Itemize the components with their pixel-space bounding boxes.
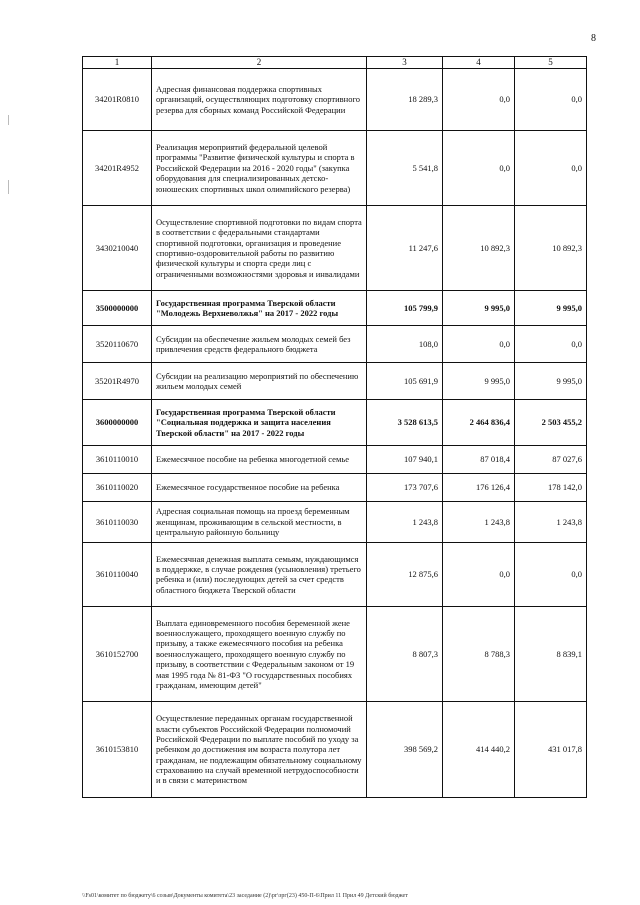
table-row [83, 399, 587, 445]
amount-col3-cell: 398 569,2 [367, 701, 443, 797]
amount-col3-cell: 8 807,3 [367, 606, 443, 701]
budget-code-cell: 3610152700 [83, 606, 152, 701]
table-row [83, 68, 587, 130]
margin-mark [8, 180, 9, 194]
page-number: 8 [591, 33, 596, 44]
margin-mark [8, 115, 9, 125]
column-header: 2 [152, 57, 367, 69]
budget-table [82, 56, 587, 798]
budget-code-cell: 3520110670 [83, 325, 152, 362]
column-header: 3 [367, 57, 443, 69]
budget-code-cell: 3610153810 [83, 701, 152, 797]
amount-col5-cell: 431 017,8 [515, 701, 587, 797]
table-row [83, 701, 587, 797]
table-row [83, 290, 587, 325]
amount-col5-cell: 0,0 [515, 130, 587, 205]
amount-col4-cell: 0,0 [443, 68, 515, 130]
amount-col5-cell: 8 839,1 [515, 606, 587, 701]
amount-col5-cell: 0,0 [515, 542, 587, 606]
table-row [83, 205, 587, 290]
description-cell: Государственная программа Тверской области "Молодежь Верхневолжья" на 2017 - 2022 годы [152, 290, 367, 325]
amount-col4-cell: 8 788,3 [443, 606, 515, 701]
amount-col3-cell: 107 940,1 [367, 445, 443, 473]
description-cell: Ежемесячная денежная выплата семьям, нуждающимся в поддержке, в случае рождения (усыновления) третьего ребенка и (или) последующих детей за счет средств областного бюджета Тверской области [152, 542, 367, 606]
footer-file-path: \\Fs01\комитет по бюджету\6 созыв\Документы комитета\23 заседание (2)\рг\зрг(23) 450-П-6\Прил 11 Прил 49 Детский бюджет [82, 893, 408, 899]
description-cell: Выплата единовременного пособия беременной жене военнослужащего, проходящего военную службу по призыву, а также ежемесячного пособия на ребенка военнослужащего, проходящего военную службу по призыву, в соответствии с Федеральным законом от 19 мая 1995 года № 81-ФЗ "О государственных пособиях гражданам, имеющим детей" [152, 606, 367, 701]
amount-col3-cell: 173 707,6 [367, 473, 443, 501]
amount-col3-cell: 1 243,8 [367, 501, 443, 542]
budget-code-cell: 3430210040 [83, 205, 152, 290]
amount-col4-cell: 10 892,3 [443, 205, 515, 290]
amount-col4-cell: 9 995,0 [443, 290, 515, 325]
amount-col3-cell: 108,0 [367, 325, 443, 362]
amount-col4-cell: 2 464 836,4 [443, 399, 515, 445]
column-header: 5 [515, 57, 587, 69]
budget-code-cell: 34201R4952 [83, 130, 152, 205]
budget-code-cell: 3610110030 [83, 501, 152, 542]
amount-col5-cell: 87 027,6 [515, 445, 587, 473]
description-cell: Ежемесячное государственное пособие на ребенка [152, 473, 367, 501]
amount-col3-cell: 11 247,6 [367, 205, 443, 290]
budget-code-cell: 34201R0810 [83, 68, 152, 130]
table-row [83, 501, 587, 542]
amount-col5-cell: 1 243,8 [515, 501, 587, 542]
description-cell: Государственная программа Тверской области "Социальная поддержка и защита населения Тверской области" на 2017 - 2022 годы [152, 399, 367, 445]
amount-col3-cell: 3 528 613,5 [367, 399, 443, 445]
description-cell: Осуществление спортивной подготовки по видам спорта в соответствии с федеральными стандартами спортивной подготовки, организация и проведение спортивно-оздоровительной работы по развитию физической культуры и спорта среди лиц с ограниченными возможностями здоровья и инвалидами [152, 205, 367, 290]
table-header-row [83, 57, 587, 69]
table-row [83, 445, 587, 473]
description-cell: Ежемесячное пособие на ребенка многодетной семье [152, 445, 367, 473]
budget-code-cell: 3610110010 [83, 445, 152, 473]
column-header: 4 [443, 57, 515, 69]
amount-col5-cell: 9 995,0 [515, 362, 587, 399]
column-header: 1 [83, 57, 152, 69]
description-cell: Субсидии на обеспечение жильем молодых семей без привлечения средств федерального бюджета [152, 325, 367, 362]
budget-code-cell: 3610110040 [83, 542, 152, 606]
table-row [83, 606, 587, 701]
amount-col5-cell: 9 995,0 [515, 290, 587, 325]
description-cell: Адресная социальная помощь на проезд беременным женщинам, проживающим в сельской местности, в центральную районную больницу [152, 501, 367, 542]
description-cell: Осуществление переданных органам государственной власти субъектов Российской Федерации полномочий Российской Федерации по выплате пособий по уходу за ребенком до достижения им возраста полутора лет гражданам, не подлежащим обязательному социальному страхованию на случай временной нетрудоспособности и в связи с материнством [152, 701, 367, 797]
table-row [83, 130, 587, 205]
amount-col4-cell: 1 243,8 [443, 501, 515, 542]
budget-code-cell: 3610110020 [83, 473, 152, 501]
amount-col4-cell: 87 018,4 [443, 445, 515, 473]
amount-col4-cell: 9 995,0 [443, 362, 515, 399]
amount-col5-cell: 10 892,3 [515, 205, 587, 290]
description-cell: Реализация мероприятий федеральной целевой программы "Развитие физической культуры и спорта в Российской Федерации на 2016 - 2020 годы" (закупка оборудования для специализированных детско-юношеских спортивных школ олимпийского резерва) [152, 130, 367, 205]
amount-col4-cell: 414 440,2 [443, 701, 515, 797]
table-row [83, 362, 587, 399]
budget-code-cell: 3500000000 [83, 290, 152, 325]
table-row [83, 473, 587, 501]
amount-col5-cell: 0,0 [515, 325, 587, 362]
amount-col3-cell: 12 875,6 [367, 542, 443, 606]
description-cell: Субсидии на реализацию мероприятий по обеспечению жильем молодых семей [152, 362, 367, 399]
amount-col5-cell: 2 503 455,2 [515, 399, 587, 445]
amount-col5-cell: 0,0 [515, 68, 587, 130]
amount-col3-cell: 105 691,9 [367, 362, 443, 399]
description-cell: Адресная финансовая поддержка спортивных организаций, осуществляющих подготовку спортивного резерва для сборных команд Российской Федерации [152, 68, 367, 130]
budget-code-cell: 35201R4970 [83, 362, 152, 399]
table-row [83, 325, 587, 362]
amount-col3-cell: 5 541,8 [367, 130, 443, 205]
amount-col5-cell: 178 142,0 [515, 473, 587, 501]
table-row [83, 542, 587, 606]
amount-col4-cell: 0,0 [443, 130, 515, 205]
amount-col4-cell: 0,0 [443, 542, 515, 606]
amount-col3-cell: 105 799,9 [367, 290, 443, 325]
budget-code-cell: 3600000000 [83, 399, 152, 445]
amount-col4-cell: 0,0 [443, 325, 515, 362]
amount-col4-cell: 176 126,4 [443, 473, 515, 501]
amount-col3-cell: 18 289,3 [367, 68, 443, 130]
